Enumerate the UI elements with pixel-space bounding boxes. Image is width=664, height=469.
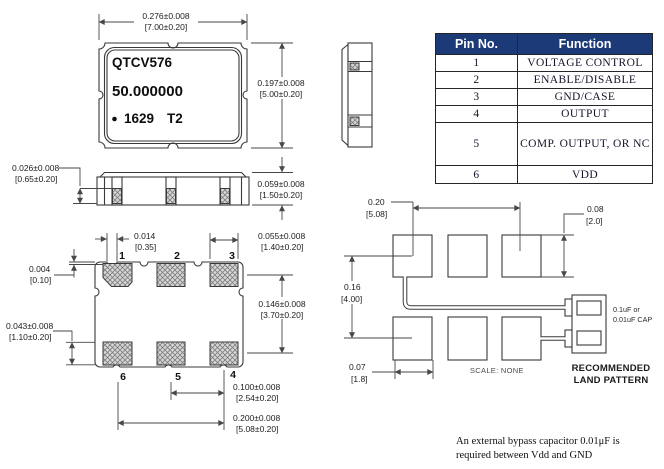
dim-pad-height-mm: [0.65±0.20]	[15, 174, 58, 184]
dim-pad-height-in: 0.026±0.008	[12, 163, 60, 173]
footnote	[456, 436, 620, 461]
lp-dim-pad-h-in: 0.08	[587, 204, 604, 214]
pin-table-header-pin: Pin No.	[436, 34, 518, 55]
pin-function: VOLTAGE CONTROL	[518, 55, 653, 72]
pin1-dot-marker	[112, 117, 117, 122]
dim-notch-in: 0.014	[134, 231, 156, 241]
pin-label-1: 1	[119, 250, 125, 262]
dim-height-in: 0.059±0.008	[257, 179, 305, 189]
dim-body-width-mm: [7.00±0.20]	[144, 22, 188, 32]
dim-row-mm: [3.70±0.20]	[260, 310, 304, 320]
pin-number: 2	[436, 72, 518, 89]
pin-number: 6	[436, 166, 518, 184]
table-row	[436, 106, 653, 123]
front-view-lid	[100, 173, 246, 178]
dim-body-height-mm: [5.00±0.20]	[259, 89, 303, 99]
pad-2	[157, 264, 185, 287]
scale-note: SCALE: NONE	[470, 366, 524, 375]
package-front-view	[12, 157, 305, 220]
land-pattern-title-line1: RECOMMENDED	[571, 363, 651, 374]
lp-dim-pad-w-in: 0.07	[349, 362, 366, 372]
pin-label-3: 3	[229, 250, 235, 262]
land-pad	[448, 317, 487, 360]
pin-label-5: 5	[175, 371, 181, 383]
pin-function: OUTPUT	[518, 106, 653, 123]
pad-4	[210, 342, 238, 365]
pin-function: ENABLE/DISABLE	[518, 72, 653, 89]
cap-value-label-line1: 0.1uF or	[613, 305, 640, 314]
pin-label-4: 4	[230, 369, 236, 381]
pin-function: VDD	[518, 166, 653, 184]
dim-body-height-in: 0.197±0.008	[257, 78, 305, 88]
pin-number: 4	[436, 106, 518, 123]
package-bottom-view	[6, 231, 311, 434]
end-view-body	[348, 43, 372, 147]
lp-dim-pitch-in: 0.20	[368, 197, 385, 207]
dim-pitch-in: 0.100±0.008	[233, 382, 281, 392]
front-view-pad	[113, 189, 122, 204]
pad-5	[157, 342, 185, 365]
dim-body-width-in: 0.276±0.008	[142, 11, 190, 21]
cap-value-label-line2: 0.01uF CAP	[613, 315, 653, 324]
dim-pad-w-mm: [1.40±0.20]	[261, 242, 304, 252]
pin-label-6: 6	[120, 371, 126, 383]
dim-pad-h-in: 0.043±0.008	[6, 321, 54, 331]
marking-code: T2	[167, 111, 183, 126]
lp-dim-pad-h-mm: [2.0]	[586, 216, 603, 226]
table-row	[436, 166, 653, 184]
marking-model: QTCV576	[112, 55, 173, 70]
pin-function: GND/CASE	[518, 89, 653, 106]
table-row	[436, 89, 653, 106]
pin-label-2: 2	[174, 250, 180, 262]
land-pattern-title-line2: LAND PATTERN	[573, 375, 649, 386]
dim-row-in: 0.146±0.008	[258, 299, 306, 309]
package-end-view	[342, 43, 372, 147]
dim-height-mm: [1.50±0.20]	[259, 190, 303, 200]
pad-6	[103, 342, 132, 365]
pin-table-header-function: Function	[518, 34, 653, 55]
dim-pad-h-mm: [1.10±0.20]	[9, 332, 52, 342]
marking-frequency: 50.000000	[112, 83, 183, 100]
land-pattern	[339, 197, 652, 386]
lp-dim-pad-w-mm: [1.8]	[351, 374, 368, 384]
pin-function: COMP. OUTPUT, OR NC	[518, 123, 653, 166]
pin-number: 3	[436, 89, 518, 106]
dim-edge-mm: [0.10]	[30, 275, 52, 285]
pin-function-table	[435, 33, 652, 184]
table-row	[436, 72, 653, 89]
lp-dim-row-mm: [4.00]	[341, 294, 363, 304]
dim-notch-mm: [0.35]	[135, 242, 157, 252]
footnote-line2: required between Vdd and GND	[456, 450, 593, 461]
marking-lot: 1629	[124, 111, 155, 126]
land-pad	[502, 317, 541, 360]
footnote-line1: An external bypass capacitor 0.01μF is	[456, 436, 620, 447]
package-top-view	[99, 11, 309, 148]
front-view-pad	[221, 189, 230, 204]
dim-edge-in: 0.004	[29, 264, 51, 274]
end-view-pad	[350, 117, 359, 126]
dim-pad-w-in: 0.055±0.008	[258, 231, 306, 241]
pad-3	[210, 264, 238, 287]
lp-dim-pitch-mm: [5.08]	[366, 209, 388, 219]
dim-span-mm: [5.08±0.20]	[236, 424, 279, 434]
trace-vdd-to-cap	[405, 277, 567, 308]
front-view-pad	[167, 189, 176, 204]
table-row	[436, 55, 653, 72]
end-view-flange	[342, 45, 348, 146]
pin-number: 1	[436, 55, 518, 72]
pin-number: 5	[436, 123, 518, 166]
lp-dim-row-in: 0.16	[344, 282, 361, 292]
end-view-pad	[350, 63, 359, 70]
bypass-capacitor-symbol	[565, 295, 606, 353]
land-pad	[502, 235, 541, 277]
dim-pitch-mm: [2.54±0.20]	[236, 393, 279, 403]
dim-span-in: 0.200±0.008	[233, 413, 281, 423]
land-pad	[448, 235, 487, 277]
table-row	[436, 123, 653, 166]
land-pad	[393, 317, 432, 360]
